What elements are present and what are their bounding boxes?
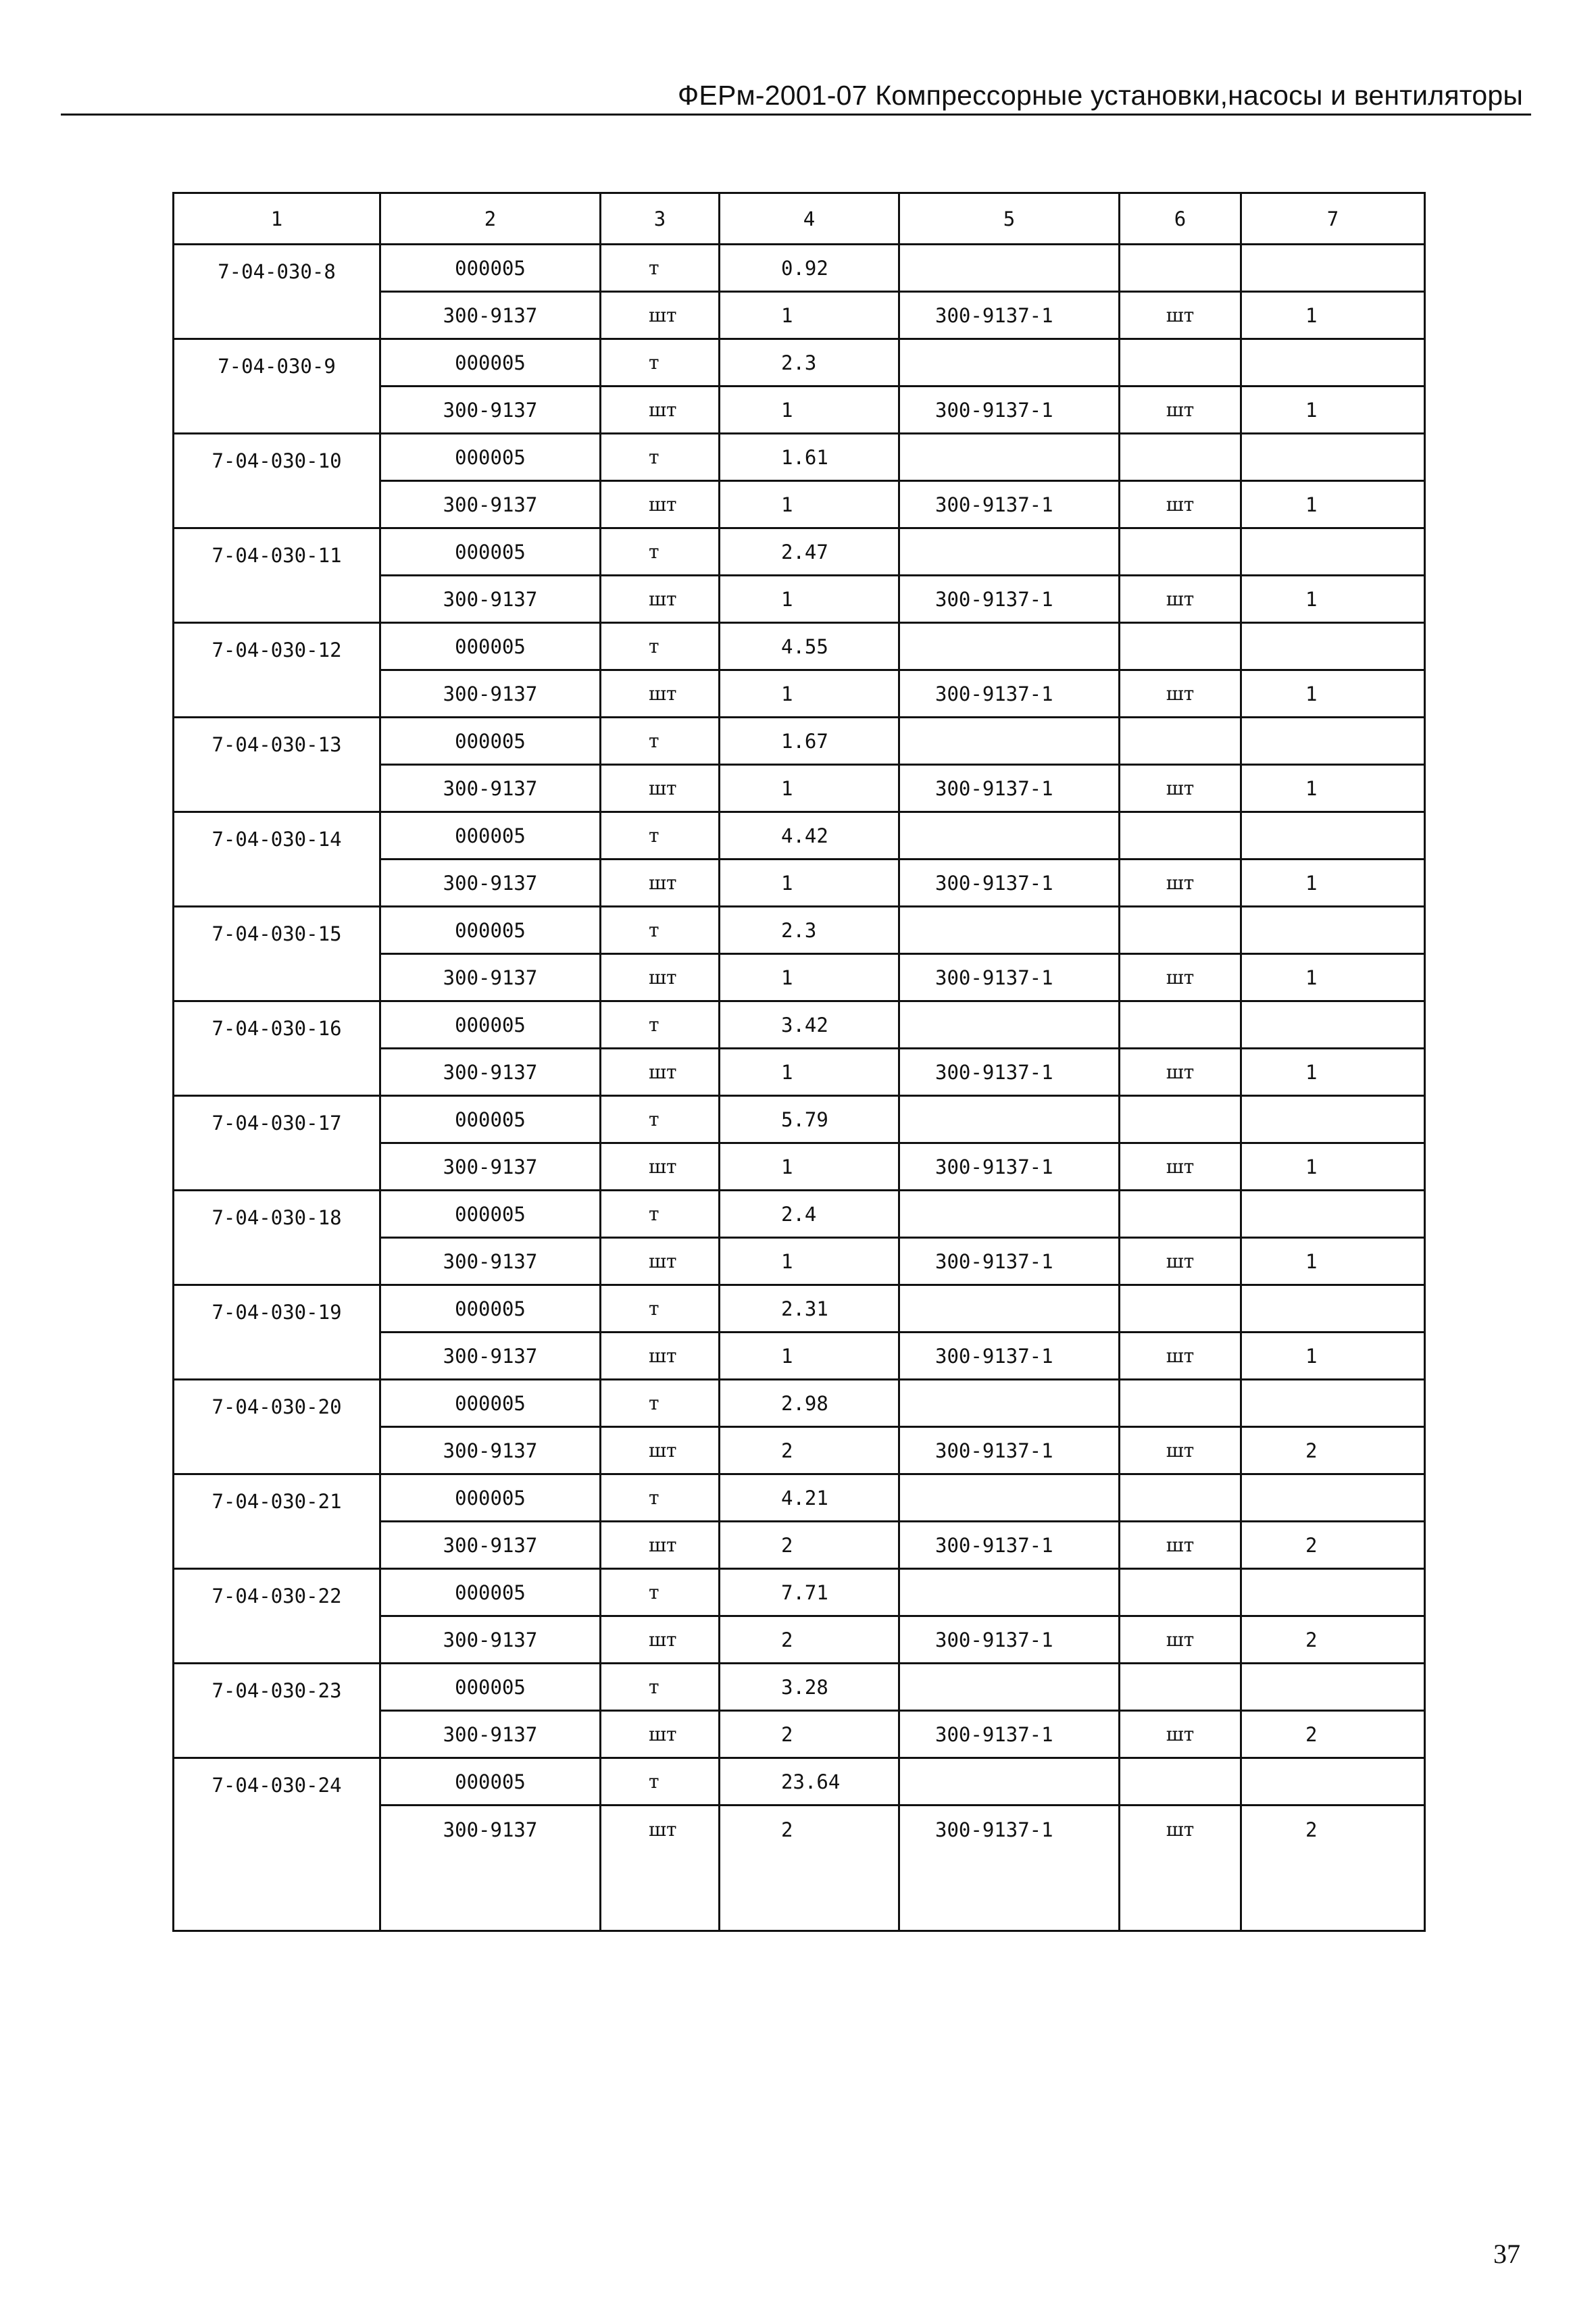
quantity-cell: 2.4 <box>720 1191 899 1238</box>
unit-cell: т <box>601 1285 720 1333</box>
quantity-cell: 5.79 <box>720 1096 899 1143</box>
replacement-quantity-cell: 1 <box>1241 387 1425 434</box>
resource-code-cell: 000005 <box>380 1001 601 1049</box>
resource-code-cell: 300-9137 <box>380 1427 601 1474</box>
replacement-unit-cell: шт <box>1120 670 1241 718</box>
replacement-quantity-cell <box>1241 1285 1425 1333</box>
quantity-cell: 1 <box>720 860 899 907</box>
replacement-code-cell: 300-9137-1 <box>899 670 1120 718</box>
unit-cell: шт <box>601 1711 720 1758</box>
replacement-unit-cell: шт <box>1120 1238 1241 1285</box>
replacement-unit-cell <box>1120 1001 1241 1049</box>
unit-cell: т <box>601 718 720 765</box>
resource-code-cell: 000005 <box>380 245 601 292</box>
replacement-quantity-cell: 1 <box>1241 576 1425 623</box>
unit-cell: т <box>601 1191 720 1238</box>
rate-code-cell: 7-04-030-20 <box>174 1380 380 1474</box>
unit-cell: т <box>601 812 720 860</box>
quantity-cell: 2.98 <box>720 1380 899 1427</box>
resource-code-cell: 300-9137 <box>380 1711 601 1758</box>
rate-code-cell: 7-04-030-12 <box>174 623 380 718</box>
rate-code-cell: 7-04-030-22 <box>174 1569 380 1664</box>
unit-cell: шт <box>601 1616 720 1664</box>
quantity-cell: 2 <box>720 1616 899 1664</box>
unit-cell: т <box>601 528 720 576</box>
replacement-quantity-cell: 1 <box>1241 765 1425 812</box>
column-header: 6 <box>1120 193 1241 245</box>
unit-cell: т <box>601 1758 720 1806</box>
table-row <box>174 1001 1425 1049</box>
replacement-unit-cell: шт <box>1120 1522 1241 1569</box>
replacement-quantity-cell <box>1241 1474 1425 1522</box>
rate-code-cell: 7-04-030-21 <box>174 1474 380 1569</box>
replacement-code-cell: 300-9137-1 <box>899 1143 1120 1191</box>
replacement-unit-cell <box>1120 1096 1241 1143</box>
replacement-quantity-cell <box>1241 907 1425 954</box>
replacement-quantity-cell: 1 <box>1241 292 1425 339</box>
unit-cell: шт <box>601 1806 720 1931</box>
quantity-cell: 23.64 <box>720 1758 899 1806</box>
replacement-code-cell: 300-9137-1 <box>899 954 1120 1001</box>
resource-table <box>172 192 1426 1932</box>
unit-cell: шт <box>601 670 720 718</box>
replacement-code-cell <box>899 339 1120 387</box>
replacement-quantity-cell <box>1241 812 1425 860</box>
replacement-quantity-cell: 2 <box>1241 1427 1425 1474</box>
replacement-quantity-cell: 1 <box>1241 860 1425 907</box>
replacement-unit-cell <box>1120 434 1241 481</box>
replacement-code-cell <box>899 1096 1120 1143</box>
replacement-code-cell <box>899 1191 1120 1238</box>
replacement-code-cell: 300-9137-1 <box>899 1522 1120 1569</box>
table-row <box>174 623 1425 670</box>
replacement-quantity-cell: 1 <box>1241 670 1425 718</box>
unit-cell: т <box>601 1664 720 1711</box>
table-row <box>174 339 1425 387</box>
quantity-cell: 2 <box>720 1522 899 1569</box>
table-row <box>174 1380 1425 1427</box>
replacement-unit-cell: шт <box>1120 1143 1241 1191</box>
replacement-unit-cell: шт <box>1120 481 1241 528</box>
replacement-unit-cell: шт <box>1120 860 1241 907</box>
replacement-code-cell: 300-9137-1 <box>899 1616 1120 1664</box>
resource-code-cell: 000005 <box>380 1758 601 1806</box>
replacement-unit-cell <box>1120 1285 1241 1333</box>
replacement-quantity-cell <box>1241 718 1425 765</box>
resource-code-cell: 000005 <box>380 1285 601 1333</box>
replacement-code-cell: 300-9137-1 <box>899 576 1120 623</box>
unit-cell: т <box>601 907 720 954</box>
table-row <box>174 434 1425 481</box>
table-row <box>174 907 1425 954</box>
unit-cell: шт <box>601 481 720 528</box>
resource-code-cell: 000005 <box>380 1664 601 1711</box>
replacement-quantity-cell <box>1241 1001 1425 1049</box>
table-row <box>174 718 1425 765</box>
quantity-cell: 4.55 <box>720 623 899 670</box>
table-header-row <box>174 193 1425 245</box>
replacement-quantity-cell <box>1241 1569 1425 1616</box>
replacement-quantity-cell <box>1241 1758 1425 1806</box>
quantity-cell: 2 <box>720 1711 899 1758</box>
replacement-unit-cell: шт <box>1120 1049 1241 1096</box>
resource-code-cell: 300-9137 <box>380 387 601 434</box>
replacement-quantity-cell: 1 <box>1241 481 1425 528</box>
unit-cell: шт <box>601 1427 720 1474</box>
resource-code-cell: 000005 <box>380 623 601 670</box>
rate-code-cell: 7-04-030-14 <box>174 812 380 907</box>
replacement-code-cell <box>899 528 1120 576</box>
replacement-unit-cell: шт <box>1120 576 1241 623</box>
replacement-quantity-cell: 2 <box>1241 1616 1425 1664</box>
resource-code-cell: 300-9137 <box>380 954 601 1001</box>
unit-cell: т <box>601 339 720 387</box>
quantity-cell: 2.47 <box>720 528 899 576</box>
replacement-quantity-cell: 1 <box>1241 1333 1425 1380</box>
resource-code-cell: 000005 <box>380 1191 601 1238</box>
replacement-quantity-cell <box>1241 434 1425 481</box>
replacement-quantity-cell: 1 <box>1241 1143 1425 1191</box>
quantity-cell: 2 <box>720 1427 899 1474</box>
replacement-code-cell: 300-9137-1 <box>899 292 1120 339</box>
resource-code-cell: 000005 <box>380 1569 601 1616</box>
quantity-cell: 1 <box>720 670 899 718</box>
resource-code-cell: 000005 <box>380 434 601 481</box>
replacement-quantity-cell: 1 <box>1241 954 1425 1001</box>
quantity-cell: 1 <box>720 1333 899 1380</box>
replacement-code-cell: 300-9137-1 <box>899 1711 1120 1758</box>
resource-code-cell: 300-9137 <box>380 481 601 528</box>
unit-cell: шт <box>601 576 720 623</box>
unit-cell: шт <box>601 860 720 907</box>
replacement-quantity-cell <box>1241 245 1425 292</box>
unit-cell: т <box>601 1569 720 1616</box>
table-row <box>174 1664 1425 1711</box>
replacement-code-cell <box>899 623 1120 670</box>
replacement-code-cell <box>899 1380 1120 1427</box>
column-header: 4 <box>720 193 899 245</box>
quantity-cell: 1.61 <box>720 434 899 481</box>
replacement-code-cell: 300-9137-1 <box>899 481 1120 528</box>
quantity-cell: 4.42 <box>720 812 899 860</box>
replacement-unit-cell <box>1120 1569 1241 1616</box>
replacement-code-cell <box>899 245 1120 292</box>
resource-code-cell: 000005 <box>380 718 601 765</box>
replacement-unit-cell <box>1120 339 1241 387</box>
unit-cell: т <box>601 245 720 292</box>
unit-cell: шт <box>601 1049 720 1096</box>
quantity-cell: 3.42 <box>720 1001 899 1049</box>
quantity-cell: 2.3 <box>720 907 899 954</box>
rate-code-cell: 7-04-030-8 <box>174 245 380 339</box>
table-row <box>174 1096 1425 1143</box>
column-header: 3 <box>601 193 720 245</box>
resource-code-cell: 300-9137 <box>380 1049 601 1096</box>
resource-code-cell: 000005 <box>380 1380 601 1427</box>
replacement-code-cell: 300-9137-1 <box>899 1049 1120 1096</box>
resource-code-cell: 300-9137 <box>380 670 601 718</box>
rate-code-cell: 7-04-030-10 <box>174 434 380 528</box>
column-header: 2 <box>380 193 601 245</box>
rate-code-cell: 7-04-030-15 <box>174 907 380 1001</box>
unit-cell: т <box>601 1474 720 1522</box>
quantity-cell: 1 <box>720 387 899 434</box>
table-row <box>174 1474 1425 1522</box>
quantity-cell: 1 <box>720 1143 899 1191</box>
replacement-quantity-cell <box>1241 1096 1425 1143</box>
replacement-quantity-cell <box>1241 1664 1425 1711</box>
quantity-cell: 7.71 <box>720 1569 899 1616</box>
replacement-quantity-cell <box>1241 339 1425 387</box>
column-header: 7 <box>1241 193 1425 245</box>
resource-code-cell: 300-9137 <box>380 576 601 623</box>
replacement-unit-cell: шт <box>1120 954 1241 1001</box>
replacement-code-cell <box>899 907 1120 954</box>
replacement-quantity-cell <box>1241 528 1425 576</box>
quantity-cell: 1 <box>720 576 899 623</box>
resource-code-cell: 000005 <box>380 1096 601 1143</box>
replacement-unit-cell: шт <box>1120 387 1241 434</box>
resource-code-cell: 000005 <box>380 812 601 860</box>
unit-cell: шт <box>601 954 720 1001</box>
replacement-code-cell <box>899 1474 1120 1522</box>
unit-cell: т <box>601 1380 720 1427</box>
replacement-quantity-cell <box>1241 623 1425 670</box>
unit-cell: шт <box>601 765 720 812</box>
table-row <box>174 1758 1425 1806</box>
replacement-unit-cell <box>1120 1474 1241 1522</box>
page-number: 37 <box>1493 2239 1520 2269</box>
quantity-cell: 3.28 <box>720 1664 899 1711</box>
replacement-unit-cell: шт <box>1120 1711 1241 1758</box>
quantity-cell: 1 <box>720 954 899 1001</box>
quantity-cell: 1.67 <box>720 718 899 765</box>
resource-code-cell: 300-9137 <box>380 1143 601 1191</box>
replacement-quantity-cell: 2 <box>1241 1806 1425 1931</box>
replacement-quantity-cell <box>1241 1380 1425 1427</box>
replacement-quantity-cell: 2 <box>1241 1522 1425 1569</box>
replacement-unit-cell: шт <box>1120 1427 1241 1474</box>
unit-cell: т <box>601 1001 720 1049</box>
replacement-code-cell <box>899 718 1120 765</box>
resource-code-cell: 000005 <box>380 907 601 954</box>
unit-cell: шт <box>601 1238 720 1285</box>
quantity-cell: 1 <box>720 481 899 528</box>
quantity-cell: 1 <box>720 1238 899 1285</box>
replacement-unit-cell <box>1120 528 1241 576</box>
replacement-quantity-cell <box>1241 1191 1425 1238</box>
replacement-code-cell: 300-9137-1 <box>899 1806 1120 1931</box>
replacement-unit-cell <box>1120 623 1241 670</box>
resource-code-cell: 000005 <box>380 528 601 576</box>
rate-code-cell: 7-04-030-16 <box>174 1001 380 1096</box>
unit-cell: шт <box>601 387 720 434</box>
replacement-unit-cell: шт <box>1120 1333 1241 1380</box>
replacement-unit-cell <box>1120 1380 1241 1427</box>
column-header: 5 <box>899 193 1120 245</box>
unit-cell: шт <box>601 292 720 339</box>
quantity-cell: 1 <box>720 292 899 339</box>
resource-code-cell: 000005 <box>380 1474 601 1522</box>
quantity-cell: 2.3 <box>720 339 899 387</box>
unit-cell: т <box>601 623 720 670</box>
resource-code-cell: 300-9137 <box>380 1333 601 1380</box>
replacement-code-cell <box>899 1285 1120 1333</box>
resource-code-cell: 300-9137 <box>380 1806 601 1931</box>
table-row <box>174 1569 1425 1616</box>
rate-code-cell: 7-04-030-23 <box>174 1664 380 1758</box>
rate-code-cell: 7-04-030-17 <box>174 1096 380 1191</box>
unit-cell: шт <box>601 1522 720 1569</box>
rate-code-cell: 7-04-030-19 <box>174 1285 380 1380</box>
table-row <box>174 1191 1425 1238</box>
unit-cell: шт <box>601 1143 720 1191</box>
resource-code-cell: 300-9137 <box>380 860 601 907</box>
replacement-code-cell <box>899 1664 1120 1711</box>
rate-code-cell: 7-04-030-24 <box>174 1758 380 1931</box>
replacement-code-cell: 300-9137-1 <box>899 860 1120 907</box>
quantity-cell: 1 <box>720 1049 899 1096</box>
replacement-code-cell <box>899 1001 1120 1049</box>
quantity-cell: 4.21 <box>720 1474 899 1522</box>
replacement-code-cell <box>899 1758 1120 1806</box>
rate-code-cell: 7-04-030-18 <box>174 1191 380 1285</box>
unit-cell: шт <box>601 1333 720 1380</box>
replacement-unit-cell: шт <box>1120 1806 1241 1931</box>
resource-code-cell: 300-9137 <box>380 1522 601 1569</box>
rate-code-cell: 7-04-030-13 <box>174 718 380 812</box>
replacement-code-cell <box>899 812 1120 860</box>
replacement-quantity-cell: 2 <box>1241 1711 1425 1758</box>
table-row <box>174 245 1425 292</box>
replacement-code-cell <box>899 434 1120 481</box>
resource-table-body <box>174 193 1425 1931</box>
header-divider <box>61 114 1531 116</box>
replacement-code-cell: 300-9137-1 <box>899 765 1120 812</box>
replacement-quantity-cell: 1 <box>1241 1238 1425 1285</box>
replacement-unit-cell: шт <box>1120 1616 1241 1664</box>
replacement-unit-cell <box>1120 1664 1241 1711</box>
replacement-unit-cell: шт <box>1120 765 1241 812</box>
table-row <box>174 1285 1425 1333</box>
table-row <box>174 528 1425 576</box>
replacement-code-cell: 300-9137-1 <box>899 1333 1120 1380</box>
replacement-unit-cell <box>1120 1758 1241 1806</box>
document-title: ФЕРм-2001-07 Компрессорные установки,насосы и вентиляторы <box>678 80 1523 111</box>
unit-cell: т <box>601 434 720 481</box>
resource-code-cell: 300-9137 <box>380 1616 601 1664</box>
quantity-cell: 2.31 <box>720 1285 899 1333</box>
replacement-unit-cell <box>1120 907 1241 954</box>
resource-code-cell: 300-9137 <box>380 292 601 339</box>
resource-code-cell: 300-9137 <box>380 765 601 812</box>
replacement-code-cell: 300-9137-1 <box>899 1238 1120 1285</box>
replacement-code-cell: 300-9137-1 <box>899 387 1120 434</box>
resource-code-cell: 300-9137 <box>380 1238 601 1285</box>
replacement-code-cell <box>899 1569 1120 1616</box>
quantity-cell: 1 <box>720 765 899 812</box>
column-header: 1 <box>174 193 380 245</box>
quantity-cell: 2 <box>720 1806 899 1931</box>
replacement-unit-cell <box>1120 1191 1241 1238</box>
replacement-unit-cell <box>1120 245 1241 292</box>
replacement-unit-cell: шт <box>1120 292 1241 339</box>
replacement-unit-cell <box>1120 812 1241 860</box>
replacement-code-cell: 300-9137-1 <box>899 1427 1120 1474</box>
resource-code-cell: 000005 <box>380 339 601 387</box>
rate-code-cell: 7-04-030-11 <box>174 528 380 623</box>
unit-cell: т <box>601 1096 720 1143</box>
table-row <box>174 812 1425 860</box>
quantity-cell: 0.92 <box>720 245 899 292</box>
replacement-quantity-cell: 1 <box>1241 1049 1425 1096</box>
rate-code-cell: 7-04-030-9 <box>174 339 380 434</box>
replacement-unit-cell <box>1120 718 1241 765</box>
